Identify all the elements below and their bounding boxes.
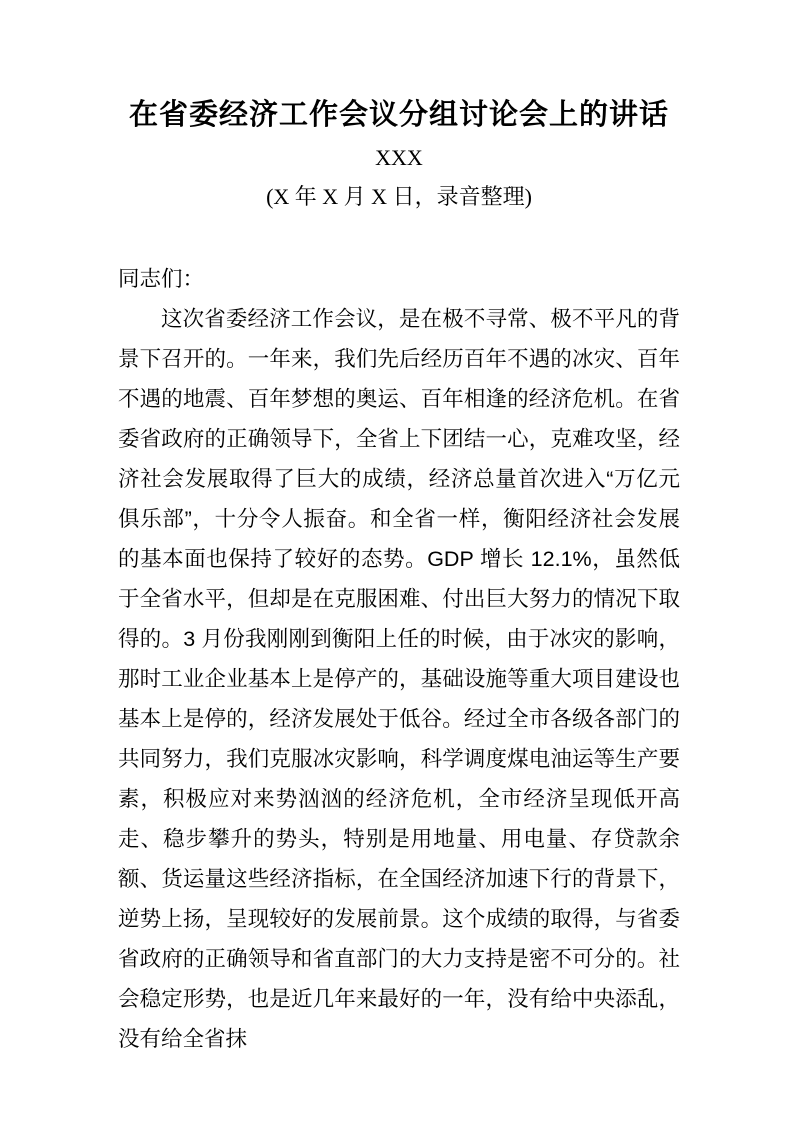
dateline: (X 年 X 月 X 日，录音整理) <box>266 184 532 209</box>
salutation: 同志们： <box>118 267 205 291</box>
author-byline: XXX <box>375 145 423 170</box>
body-paragraph: 这次省委经济工作会议，是在极不寻常、极不平凡的背景下召开的。一年来，我们先后经历百年不遇的冰灾、百年不遇的地震、百年梦想的奥运、百年相逢的经济危机。在省委省政府的正确领导下，全省上下团结一心，克难攻坚，经济社会发展取得了巨大的成绩，经济总量首次进入“万亿元俱乐部”，十分令人振奋。和全省一样，衡阳经济社会发展的基本面也保持了较好的态势。GDP 增长 12.1%，虽然低于全省水平，但却是在克服困难、付出巨大努力的情况下取得的。3 月份我刚刚到衡阳上任的时候，由于冰灾的影响，那时工业企业基本上是停产的，基础设施等重大项目建设也基本上是停的，经济发展处于低谷。经过全市各级各部门的共同努力，我们克服冰灾影响，科学调度煤电油运等生产要素，积极应对来势汹汹的经济危机，全市经济呈现低开高走、稳步攀升的势头，特别是用地量、用电量、存贷款余额、货运量这些经济指标，在全国经济加速下行的背景下，逆势上扬，呈现较好的发展前景。这个成绩的取得，与省委省政府的正确领导和省直部门的大力支持是密不可分的。社会稳定形势，也是近几年来最好的一年，没有给中央添乱，没有给全省抹 <box>118 307 680 1051</box>
document-title: 在省委经济工作会议分组讨论会上的讲话 <box>128 99 669 131</box>
